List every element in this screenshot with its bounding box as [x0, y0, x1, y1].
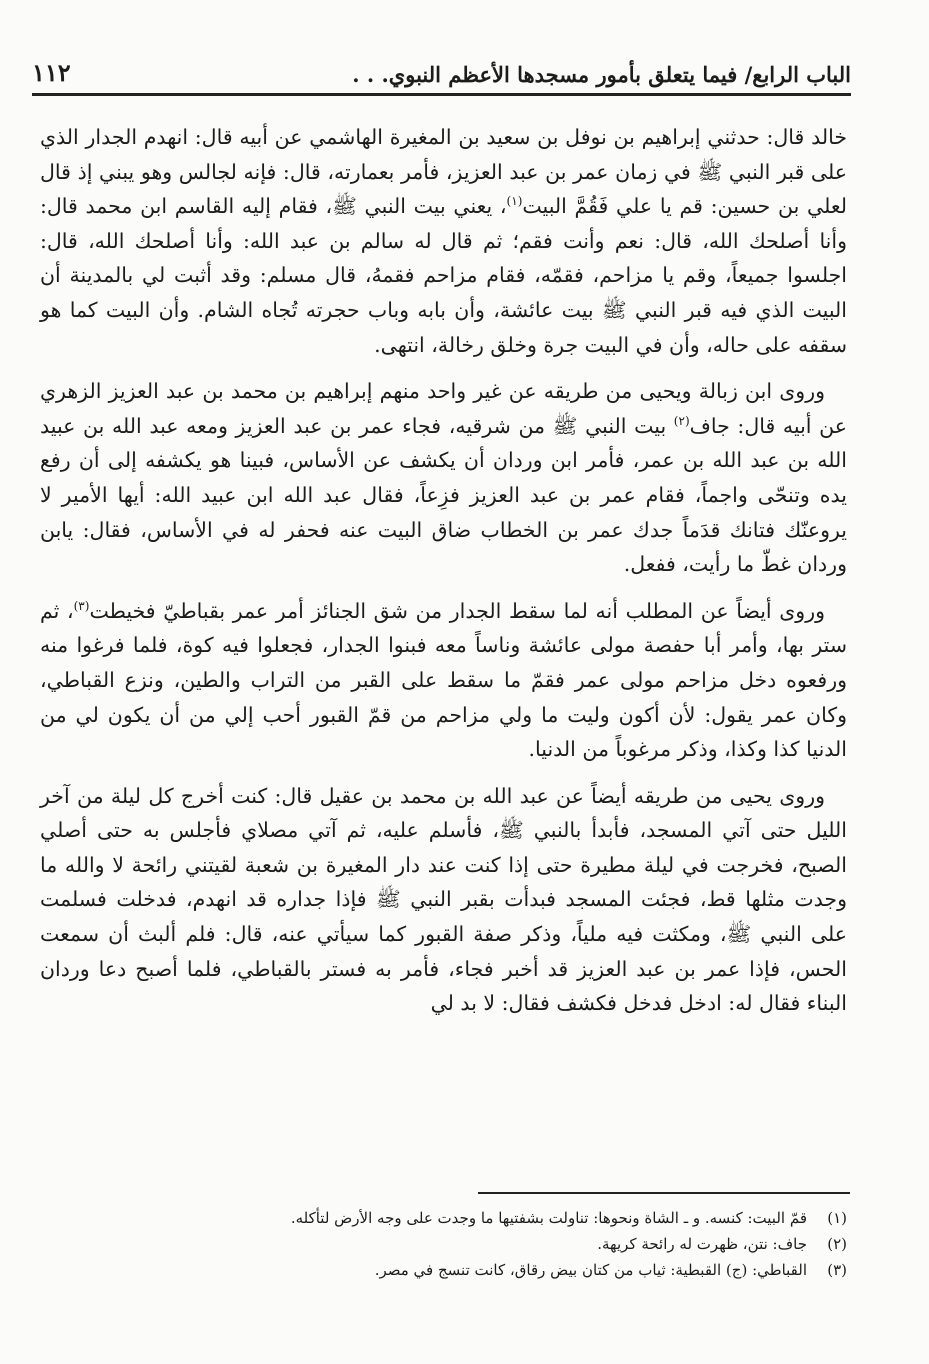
paragraph: خالد قال: حدثني إبراهيم بن نوفل بن سعيد بن المغيرة الهاشمي عن أبيه قال: انهدم الجدار الذي على قبر النبي ﷺ في زمان عمر بن عبد العزيز، فأمر بعمارته، قال: فإنه لجالس وهو يبني إذ قال لعلي بن حسين: قم يا علي فَقُمَّ البيت$^{(١)}$، يعني بيت النبي ﷺ، فقام إليه القاسم ابن محمد قال: وأنا أصلحك الله، قال: نعم وأنت فقم؛ ثم قال له سالم بن عبد الله: وأنا أصلحك الله، قال: اجلسوا جميعاً، وقم يا مزاحم، فقمّه، فقام مزاحم فقمهُ، قال مسلم: وقد أثبت لي بالمدينة أن البيت الذي فيه قبر النبي ﷺ بيت عائشة، وأن بابه وباب حجرته تُجاه الشام. وأن البيت كما هو سقفه على حاله، وأن في البيت جرة وخلق رخالة، انتهى. — [40, 125, 847, 357]
footnote-number: (١) — [827, 1209, 847, 1227]
main-text — [40, 120, 847, 1033]
footnote — [40, 1257, 847, 1283]
page-header — [32, 52, 851, 96]
footnote-reference: (٢) — [673, 413, 690, 428]
footnote-reference: (١) — [506, 194, 523, 209]
footnote-number: (٣) — [827, 1261, 847, 1279]
footnote-divider — [478, 1192, 850, 1194]
footnote-text: القباطي: (ج) القبطية: ثياب من كتان بيض رقاق، كانت تنسج في مصر. — [374, 1261, 807, 1279]
footnote-text: قمّ البيت: كنسه. و ـ الشاة ونحوها: تناولت بشفتيها ما وجدت على وجه الأرض لتأكله. — [290, 1209, 807, 1227]
paragraph: وروى أيضاً عن المطلب أنه لما سقط الجدار من شق الجنائز أمر عمر بقباطيّ فخيطت$^{(٣)}$، ثم ستر بها، وأمر أبا حفصة مولى عائشة وناساً معه فبنوا الجدار، فجعلوا فيه كوة، فلما فرغوا منه ورفعوه دخل مزاحم مولى عمر فقمّ ما سقط على القبر من التراب والطين، ونزع القباطي، وكان عمر يقول: لأن أكون وليت ما ولي مزاحم من قمّ القبور أحب إلي من أن يكون لي من الدنيا كذا وكذا، وذكر مرغوباً من الدنيا. — [40, 598, 847, 762]
footnote-number: (٢) — [827, 1235, 847, 1253]
footnote — [40, 1205, 847, 1231]
paragraph: وروى ابن زبالة ويحيى من طريقه عن غير واحد منهم إبراهيم بن محمد بن عبد العزيز الزهري عن أبيه قال: جاف$^{(٢)}$ بيت النبي ﷺ من شرقيه، فجاء عمر بن عبد العزيز ومعه عبد الله بن عبيد الله بن عبد الله بن عمر، فأمر ابن وردان أن يكشف عن الأساس، فبينا هو يكشفه إلى أن رفع يده وتنحّى واجماً، فقام عمر بن عبد العزيز فزِعاً، فقال عبد الله ابن عبيد الله: أيها الأمير لا يروعنّك فتانك قدَماً جدك عمر بن الخطاب ضاق البيت عنه فحفر له في الأساس، فقال: يابن وردان غطّ ما رأيت، ففعل. — [40, 379, 847, 577]
running-title: الباب الرابع/ فيما يتعلق بأمور مسجدها الأعظم النبوي. . . — [352, 62, 851, 87]
footnote-reference: (٣) — [73, 598, 90, 613]
page-number: ١١٢ — [32, 58, 71, 87]
footnote-text: جاف: نتن، ظهرت له رائحة كريهة. — [597, 1235, 807, 1253]
paragraph: وروى يحيى من طريقه أيضاً عن عبد الله بن محمد بن عقيل قال: كنت أخرج كل ليلة من آخر الليل حتى آتي المسجد، فأبدأ بالنبي ﷺ، فأسلم عليه، ثم آتي مصلاي فأجلس به حتى أصلي الصبح، فخرجت في ليلة مطيرة حتى إذا كنت عند دار المغيرة بن شعبة لقيتني رائحة لا والله ما وجدت مثلها قط، فجئت المسجد فبدأت بقبر النبي ﷺ فإذا جداره قد انهدم، فدخلت فسلمت على النبي ﷺ، ومكثت فيه ملياً، وذكر صفة القبور كما سيأتي عنه، قال: فلم ألبث أن سمعت الحس، فإذا عمر بن عبد العزيز قد أخبر فجاء، فأمر به فستر بالقباطي، فلما أصبح دعا وردان البناء فقال له: ادخل فدخل فكشف فقال: لا بد لي — [40, 783, 847, 1016]
footnote — [40, 1231, 847, 1257]
footnotes — [40, 1205, 847, 1283]
